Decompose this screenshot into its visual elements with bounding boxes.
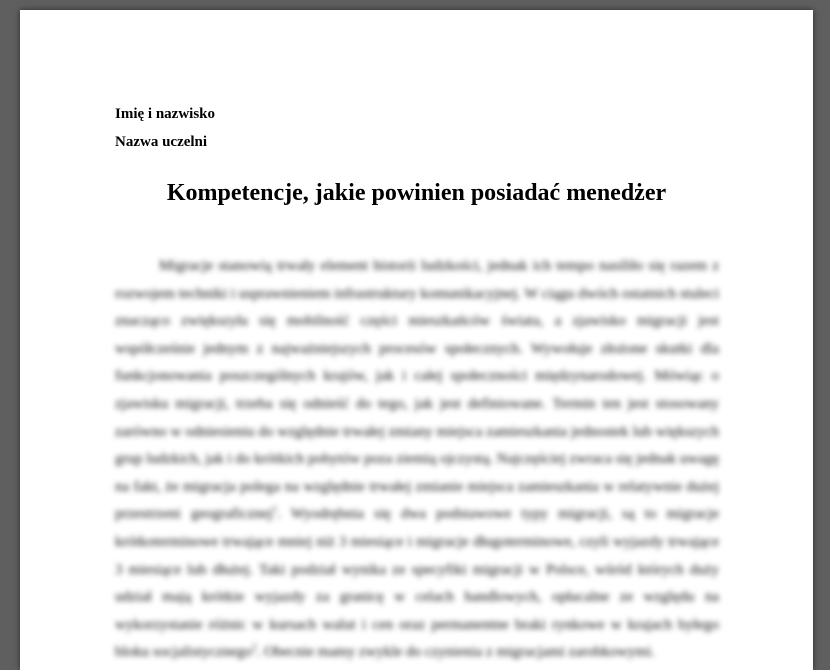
paragraph-text-part-2: . Wyodrębnia się dwa podstawowe typy migracji, są to migracje krótkoterminowe trwające mniej niż 3 miesiące i migracje długoterminowe, czyli wyjazdy trwające 3 miesiące lub dłużej. Taki podział wynika ze specyfiki migracji w Polsce, wśród których duży udział mają krótkie wyjazdy za granicę w celach handlowych, opłacalne ze względu na wykorzystanie różnic w kursach walut i cen oraz permanentne braki rynkowe w krajach byłego bloku socjalistycznego xyxy=(115,506,719,661)
document-title: Kompetencje, jakie powinien posiadać menedżer xyxy=(166,180,667,206)
paragraph-text-part-1: Migracje stanowią trwały element historii ludzkości, jednak ich tempo nasiliło się razem z rozwojem techniki i usprawnieniem infrastruktury komunikacyjnej. W ciągu dwóch ostatnich stuleci znacząco zwiększyła się mobilność części mieszkańców świata, a zjawisko migracji jest współcześnie jednym z najważniejszych procesów społecznych. Wywołuje złożone skutki dla funkcjonowania poszczególnych krajów, jak i całej społeczności międzynarodowej. Mówiąc o zjawisku migracji, trzeba się odnieść do tego, jak jest definiowane. Termin ten jest stosowany zarówno w odniesieniu do względnie trwałej zmiany miejsca zamieszkania jednostek lub większych grup ludzkich, jak i do krótkich pobytów poza ziemią ojczystą. Najczęściej zwraca się jednak uwagę na fakt, że migracja polega na względnie trwałej zmianie miejsca zamieszkania w relatywnie dużej przestrzeni geograficznej xyxy=(115,258,719,523)
body-paragraph xyxy=(115,253,719,667)
university-name: Nazwa uczelni xyxy=(115,134,208,150)
paragraph-text-part-3: . Obecnie mamy zwykle do czynienia z migracjami zarobkowymi. xyxy=(256,644,655,661)
author-name: Imię i nazwisko xyxy=(115,106,216,122)
document-page xyxy=(20,10,813,670)
footnote-ref-1: 1 xyxy=(272,504,278,515)
footnote-ref-2: 2 xyxy=(252,642,257,653)
